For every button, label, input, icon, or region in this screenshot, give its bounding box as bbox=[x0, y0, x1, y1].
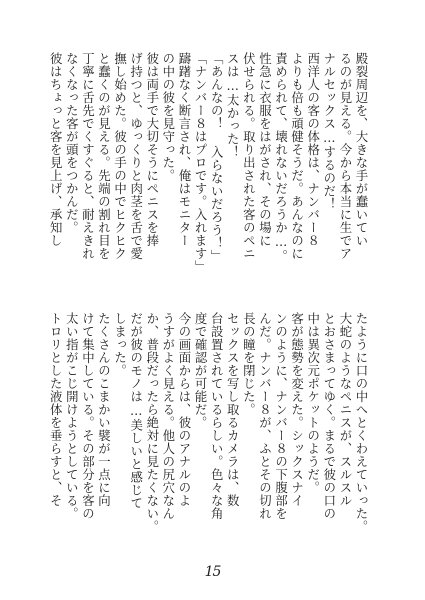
text-line: だが彼のモノは…美しいと感じて bbox=[128, 312, 144, 510]
text-line: 西洋人の客の体格は、ナンバー８ bbox=[305, 52, 321, 247]
text-line: 「あんなの！ 入らないだろう！」 bbox=[209, 52, 225, 263]
text-line: たように口の中へとくわえていった。 bbox=[354, 312, 369, 533]
text-line: ナルセックス…するのだ！ bbox=[321, 52, 337, 211]
text-line: 彼は両手で大切そうにペニスを捧 bbox=[144, 52, 160, 247]
text-line: スは…太かった！ bbox=[225, 52, 241, 159]
text-line: 客が態勢を変えた。シックスナイ bbox=[289, 312, 305, 507]
page-number: 15 bbox=[204, 564, 221, 580]
text-line: 台設置されているらしい。色々な角 bbox=[209, 312, 225, 520]
text-line: るのが見える。今から本当に生でア bbox=[337, 52, 353, 260]
text-line: げ持つと、ゆっくりと肉茎を舌で愛 bbox=[128, 52, 144, 260]
text-line: けて集中している。その部分を客の bbox=[80, 312, 96, 520]
text-line: 撫し始めた。彼の手の中でヒクヒク bbox=[112, 52, 128, 260]
text-line: か、普段だったら絶対に見たくない。 bbox=[144, 312, 160, 533]
text-line: 伏せられる。取り出された客のペニ bbox=[241, 52, 257, 260]
text-column-top bbox=[43, 52, 369, 284]
text-line: 長の瞳を閉じた。 bbox=[241, 312, 257, 416]
text-line: んだ。ナンバー８が、ふとその切れ bbox=[257, 312, 273, 520]
text-line: 今の画面からは、彼のアナルのよ bbox=[176, 312, 192, 507]
text-line: 太い指がこじ開けようとしている。 bbox=[64, 312, 80, 520]
text-line: セックスを写し取るカメラは、数 bbox=[225, 312, 241, 507]
text-line: 大蛇のようなペニスが、スルスル bbox=[337, 312, 353, 507]
text-line: 中は異次元ポケットのようだ。 bbox=[305, 312, 321, 494]
text-line: 性急に衣服をはがされ、その場に bbox=[257, 52, 273, 247]
text-line: 責められて、壊れないだろうか…。 bbox=[273, 52, 289, 263]
text-line: たくさんのこまかい襞が一点に向 bbox=[96, 312, 112, 507]
text-line: トロリとした液体を垂らすと、そ bbox=[48, 312, 64, 507]
text-line: と蠢くのが見える。先端の割れ目を bbox=[96, 52, 112, 260]
text-line: 度で確認が可能だ。 bbox=[193, 312, 209, 429]
text-line: よりも倍も頑健そうだ。あんなのに bbox=[289, 52, 305, 260]
text-line: とおさまってゆく。まるで彼の口の bbox=[321, 312, 337, 520]
text-line: 殿裂周辺を、大きな手が蠢いてい bbox=[354, 52, 369, 247]
text-column-bottom bbox=[43, 312, 369, 544]
text-line: うすがよく見える。他人の尻穴なん bbox=[160, 312, 176, 520]
text-line: 彼はちょっと客を見上げ、承知し bbox=[48, 52, 64, 247]
text-line: 「ナンバー８はプロです。入れます」 bbox=[193, 52, 209, 273]
text-line: ンのように、ナンバー８の下腹部を bbox=[273, 312, 289, 520]
text-line: の中の彼を見守った。 bbox=[160, 52, 176, 182]
text-line: しまった。 bbox=[112, 312, 128, 377]
text-line: なくなった客が頭をつかんだ。 bbox=[64, 52, 80, 234]
text-line: 丁寧に舌先でくすぐると、耐えきれ bbox=[80, 52, 96, 260]
text-line: 躊躇なく断言され、俺はモニター bbox=[176, 52, 192, 247]
